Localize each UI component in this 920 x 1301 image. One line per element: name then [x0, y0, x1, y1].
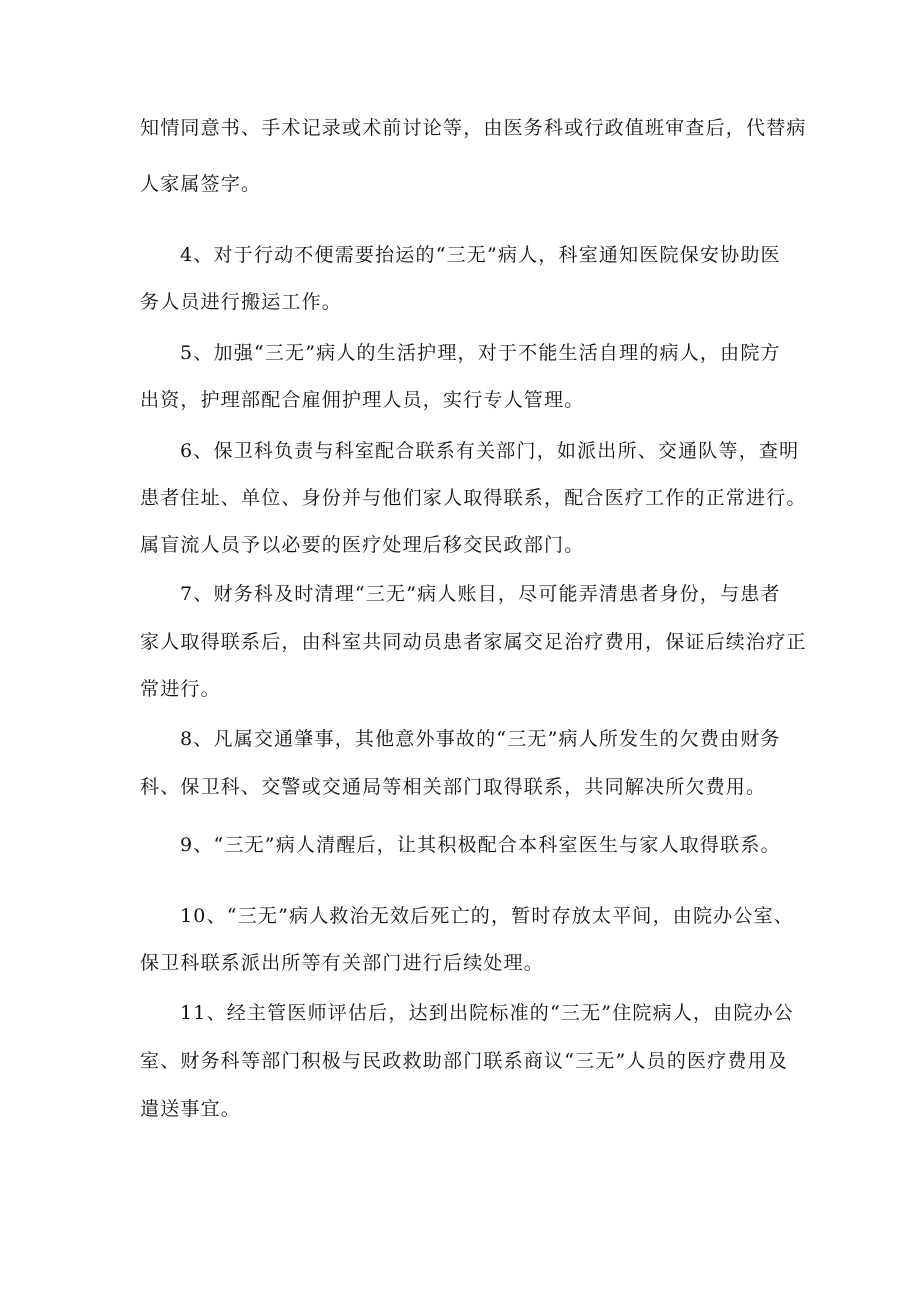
paragraph-5-line-2: 出资，护理部配合雇佣护理人员，实行专人管理。 — [140, 389, 585, 411]
paragraph-7-line-2: 家人取得联系后，由科室共同动员患者家属交足治疗费用，保证后续治疗正 — [140, 631, 807, 653]
text-line: 知情同意书、手术记录或术前讨论等，由医务科或行政值班审查后，代替病 — [140, 117, 807, 139]
paragraph-4-line-2: 务人员进行搬运工作。 — [140, 291, 343, 313]
paragraph-7-line-3: 常进行。 — [140, 678, 221, 700]
paragraph-9-line-1: 9、“三无”病人清醒后，让其积极配合本科室医生与家人取得联系。 — [180, 834, 781, 856]
paragraph-11-line-3: 遣送事宜。 — [140, 1098, 242, 1120]
paragraph-6-line-2: 患者住址、单位、身份并与他们家人取得联系，配合医疗工作的正常进行。 — [140, 487, 807, 509]
paragraph-7-line-1: 7、财务科及时清理“三无”病人账目，尽可能弄清患者身份，与患者 — [180, 583, 781, 605]
text-line: 人家属签字。 — [140, 173, 262, 195]
paragraph-11-line-1: 11、经主管医师评估后，达到出院标准的“三无”住院病人，由院办公 — [180, 1002, 795, 1024]
paragraph-11-line-2: 室、财务科等部门积极与民政救助部门联系商议“三无”人员的医疗费用及 — [140, 1050, 789, 1072]
paragraph-8-line-1: 8、凡属交通肇事，其他意外事故的“三无”病人所发生的欠费由财务 — [180, 728, 781, 750]
paragraph-10-line-2: 保卫科联系派出所等有关部门进行后续处理。 — [140, 952, 545, 974]
paragraph-6-line-3: 属盲流人员予以必要的医疗处理后移交民政部门。 — [140, 534, 585, 556]
paragraph-6-line-1: 6、保卫科负责与科室配合联系有关部门，如派出所、交通队等，查明 — [180, 440, 800, 462]
paragraph-4-line-1: 4、对于行动不便需要抬运的“三无”病人，科室通知医院保安协助医 — [180, 244, 781, 266]
paragraph-8-line-2: 科、保卫科、交警或交通局等相关部门取得联系，共同解决所欠费用。 — [140, 776, 767, 798]
paragraph-10-line-1: 10、“三无”病人救治无效后死亡的，暂时存放太平间，由院办公室、 — [180, 905, 795, 927]
paragraph-5-line-1: 5、加强“三无”病人的生活护理，对于不能生活自理的病人，由院方 — [180, 342, 781, 364]
